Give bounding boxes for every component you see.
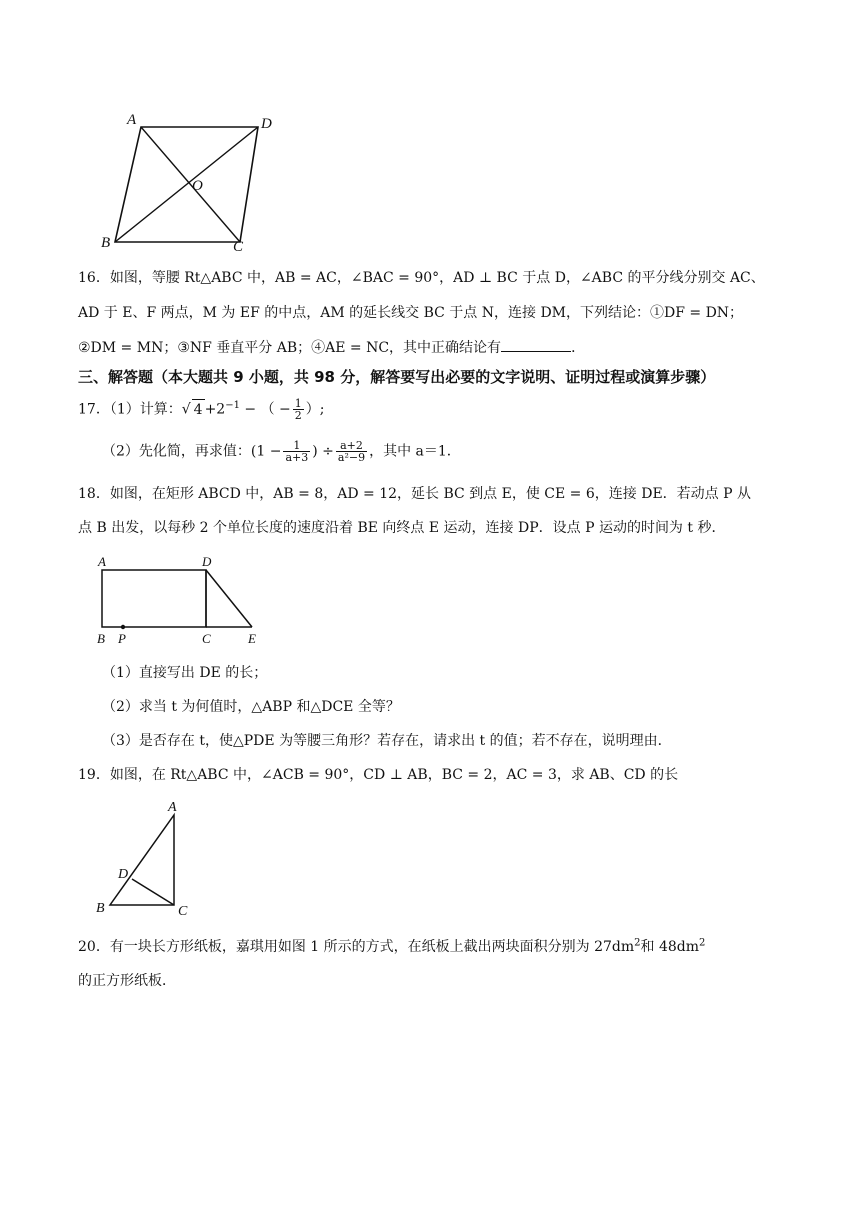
q17-p1-prefix: 17．（1）计算： — [78, 401, 182, 418]
right-triangle-figure — [92, 795, 202, 920]
label-b: B — [101, 235, 111, 251]
q20-text-a: 20．有一块长方形纸板，嘉琪用如图 1 所示的方式，在纸板上截出两块面积分别为 27dm — [78, 939, 635, 955]
frac1-num: 1 — [283, 440, 310, 452]
label-b: B — [97, 631, 105, 646]
q17-p2-mid: ) ÷ — [312, 443, 334, 460]
answer-blank[interactable] — [501, 337, 571, 352]
rectangle-figure — [92, 550, 272, 648]
label-b: B — [96, 901, 105, 916]
label-c: C — [233, 239, 244, 255]
q16-line3 — [78, 337, 798, 358]
q20-sup1: 2 — [634, 937, 641, 949]
q18-line1: 18．如图，在矩形 ABCD 中，AB = 8，AD = 12，延长 BC 到点 E，使 CE = 6，连接 DE．若动点 P 从 — [78, 486, 751, 502]
frac1-den: a+3 — [285, 451, 309, 464]
label-a: A — [127, 112, 137, 128]
label-c: C — [178, 904, 188, 919]
q17-p2-prefix: （2）先化简，再求值：(1 − — [102, 443, 282, 460]
q17-part1 — [78, 398, 798, 421]
q20-line2: 的正方形纸板． — [78, 973, 176, 989]
label-a: A — [168, 800, 177, 815]
q20-sup2: 2 — [699, 937, 706, 949]
q16-line2: AD 于 E、F 两点，M 为 EF 的中点，AM 的延长线交 BC 于点 N，连接 DM，下列结论：①DF = DN； — [78, 305, 744, 321]
frac-den: 2 — [294, 409, 302, 422]
q17-part2 — [102, 440, 822, 463]
label-e: E — [248, 631, 256, 646]
label-a: A — [98, 554, 106, 569]
fraction-half — [293, 398, 304, 421]
section-heading: 三、解答题（本大题共 9 小题，共 98 分，解答要写出必要的文字说明、证明过程或演算步骤） — [78, 368, 716, 386]
label-d: D — [118, 867, 129, 882]
label-d: D — [261, 116, 272, 132]
sqrt-radicand: 4 — [192, 399, 205, 420]
sqrt-symbol: √ — [181, 401, 191, 418]
q17-p2-end: ，其中 a＝1． — [369, 443, 461, 460]
label-c: C — [202, 631, 211, 646]
q20-line1 — [78, 937, 798, 957]
parallelogram-figure — [95, 108, 295, 258]
frac2-num: a+2 — [336, 440, 367, 452]
q18-sub3: （3）是否存在 t，使△PDE 为等腰三角形？若存在，请求出 t 的值；若不存在，说明理由． — [102, 733, 672, 749]
label-o: O — [192, 178, 203, 194]
q18-line2: 点 B 出发，以每秒 2 个单位长度的速度沿着 BE 向终点 E 运动，连接 DP．设点 P 运动的时间为 t 秒． — [78, 520, 726, 536]
q16-line1: 16．如图，等腰 Rt△ABC 中，AB = AC，∠BAC = 90°，AD ⊥ BC 于点 D，∠ABC 的平分线分别交 AC、 — [78, 270, 765, 286]
q16-line3-text: ②DM = MN；③NF 垂直平分 AB；④AE = NC，其中正确结论有 — [78, 340, 502, 356]
label-d: D — [202, 554, 212, 569]
q18-sub2: （2）求当 t 为何值时，△ABP 和△DCE 全等？ — [102, 699, 400, 715]
q18-sub1: （1）直接写出 DE 的长； — [102, 665, 268, 681]
fraction-2 — [336, 440, 367, 463]
q19-line1: 19．如图，在 Rt△ABC 中，∠ACB = 90°，CD ⊥ AB，BC = 2，AC = 3，求 AB、CD 的长 — [78, 767, 679, 783]
q17-p1-end: ）; — [305, 401, 325, 418]
q17-p1-mid: +2 — [204, 401, 226, 418]
q20-text-b: 和 48dm — [640, 939, 700, 955]
frac2-den: a²−9 — [337, 451, 366, 464]
fraction-1 — [283, 440, 310, 463]
frac-num: 1 — [294, 397, 302, 410]
q17-p1-minus: − （ − — [239, 401, 291, 418]
label-p: P — [118, 631, 126, 646]
q17-p1-exp: −1 — [225, 399, 240, 411]
q16-line3-end: ． — [571, 340, 586, 356]
